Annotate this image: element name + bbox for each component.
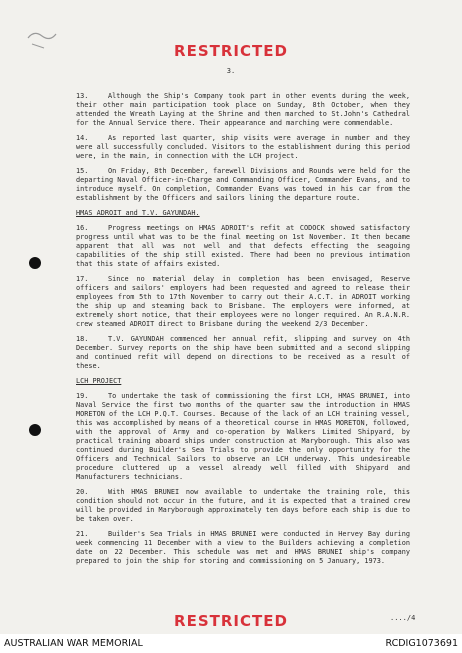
footer-bar (0, 634, 462, 653)
paragraph-text: Although the Ship's Company took part in other events during the week, their other main participation took place on Sunday, 8th October, when they attended the Wreath Laying at the Shrine and then marched to St.John's Cathedral for the Annual Service there. Their appearance and marching were commendable. (76, 92, 410, 127)
paragraph (76, 392, 410, 482)
restricted-stamp-top: RESTRICTED (174, 42, 288, 60)
paragraph-text: As reported last quarter, ship visits were average in number and they were all successfully concluded. Visitors to the establishment during this period were, in the main, in connection with the LCH project. (76, 134, 410, 160)
page-number: 3. (226, 67, 236, 75)
paragraph-text: Since no material delay in completion has been envisaged, Reserve officers and sailors' employers had been requested and agreed to release their employees from 5th to 17th November to carry out their A.C.T. in ADROIT working the ship up and steaming back to Brisbane. The employers were informed, at extremely short notice, that their employees were no longer required. An R.A.N.R. crew steamed ADROIT direct to Brisbane during the weekend 2/3 December. (76, 275, 410, 328)
paragraph-text: With HMAS BRUNEI now available to undertake the training role, this condition should not occur in the future, and it is expected that a trained crew will be provided in Maryborough approximately ten days before each ship is due to be taken over. (76, 488, 410, 523)
paragraph (76, 134, 410, 161)
paragraph-number: 21. (76, 530, 89, 538)
punch-hole (29, 257, 41, 269)
paragraph-number: 16. (76, 224, 89, 232)
paragraph (76, 530, 410, 566)
paragraph (76, 224, 410, 269)
paragraph (76, 92, 410, 128)
paragraph-number: 18. (76, 335, 89, 343)
paragraph-text: On Friday, 8th December, farewell Divisions and Rounds were held for the departing Naval Officer-in-Charge and Commanding Officer, Commander Evans, and to introduce myself. On completion, Commander Evans was towed in his car from the establishment by the Officers and sailors lining the departure route. (76, 167, 410, 202)
footer-record-id: RCDIG1073691 (385, 638, 458, 649)
paragraph-number: 17. (76, 275, 89, 283)
paragraph-number: 13. (76, 92, 89, 100)
footer-source: AUSTRALIAN WAR MEMORIAL (4, 638, 143, 649)
paragraph-text: To undertake the task of commissioning the first LCH, HMAS BRUNEI, into Naval Service the first two months of the quarter saw the introduction in HMAS MORETON of the LCH P.Q.T. Courses. Because of the lack of an LCH training vessel, this was accomplished by means of a theoretical course in HMAS MORETON, followed, with the approval of Army and co-operation by Walkers Limited Shipyard, by practical training aboard ships under construction at Maryborough. This also was continued during Builder's Sea Trials to provide the only opportunity for the Officers and Technical Sailors to observe an LCH underway. This undesireable procedure cluttered up a vessel already well filled with Shipyard and Manufacturers technicians. (76, 392, 410, 481)
continuation-marker: ..../4 (390, 614, 416, 622)
paragraph-number: 15. (76, 167, 89, 175)
paragraph-number: 19. (76, 392, 89, 400)
paragraph (76, 335, 410, 371)
paragraph-text: Progress meetings on HMAS ADROIT's refit at CODOCK showed satisfactory progress until what was to be the final meeting on 1st November. It then became apparent that all was not well and that defects effecting the seagoing capabilities of the ship still existed. There had been no previous intimation that this state of affairs existed. (76, 224, 410, 268)
section-heading-adroit: HMAS ADROIT and T.V. GAYUNDAH. (76, 209, 200, 217)
paragraph (76, 488, 410, 524)
section-heading-lch: LCH PROJECT (76, 377, 122, 385)
restricted-stamp-bottom: RESTRICTED (174, 612, 288, 630)
paragraph-number: 14. (76, 134, 89, 142)
paragraph-text: Builder's Sea Trials in HMAS BRUNEI were conducted in Hervey Bay during week commencing 11 December with a view to the Builders achieving a completion date on 22 December. This schedule was met and HMAS BRUNEI ship's company prepared to join the ship for storing and commissioning on 5 January, 1973. (76, 530, 410, 565)
paragraph (76, 167, 410, 203)
punch-hole (29, 424, 41, 436)
paragraph-number: 20. (76, 488, 89, 496)
paragraph-text: T.V. GAYUNDAH commenced her annual refit, slipping and survey on 4th December. Survey reports on the ship have been submitted and a second slipping and continued refit will depend on directions to be received as a result of these. (76, 335, 410, 370)
document-body (76, 92, 410, 572)
paragraph (76, 275, 410, 329)
